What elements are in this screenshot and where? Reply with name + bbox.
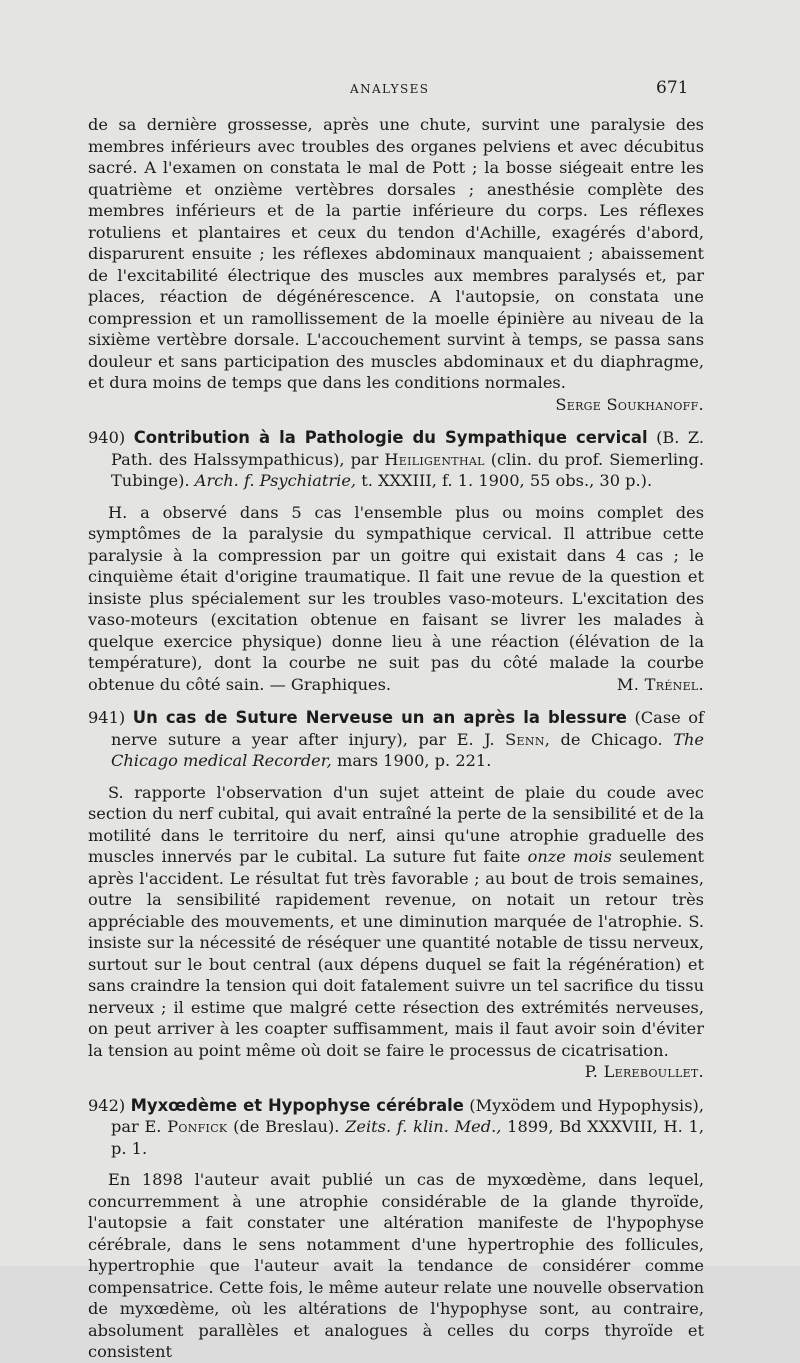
entry-941-text-b: seulement après l'accident. Le résultat fut très favorable ; au bout de trois semaines, outre la sensibilité rapidement revenue, on notait un retour très appréciable des mouvements, et une diminution marquée de l'atrophie. S. insiste sur la nécessité de réséquer une quantité notable de tissu nerveux, surtout sur le bout central (aux dépens duquel se fait la régénération) et sans craindre la tension qui doit fatalement suivre un tel sacrifice du tissu nerveux ; il estime que malgré cette résection des extrémités nerveuses, on peut arriver à les coapter suffisamment, mais il faut avoir soin d'éviter la tension au point même où doit se faire le processus de cicatrisation.	[88, 847, 705, 1060]
signature-lereboullet: P. Lereboullet.	[584, 1062, 704, 1081]
entry-940-title: Contribution à la Pathologie du Sympathique cervical	[133, 428, 648, 447]
entry-942	[88, 1095, 704, 1363]
entry-941-ref-a: (Case of nerve suture a year after injury), par E. J.	[111, 708, 704, 749]
entry-941-text-paragraph	[88, 782, 705, 1081]
signature-soukhanoff: Serge Soukhanoff.	[555, 394, 704, 414]
entry-942-text: En 1898 l'auteur avait publié un cas de myxœdème, dans lequel, concurremment à une atrophie considérable de la glande thyroïde, l'autopsie a fait constater une altération manifeste de l'hypophyse cérébrale, dans le sens notamment d'une hypertrophie des follicules, hypertrophie que l'auteur avait la tendance de considérer comme compensatrice. Cette fois, le même auteur relate une nouvelle observation de myxœdème, où les altérations de l'hypophyse sont, au contraire, absolument parallèles et analogues à celles du corps thyroïde et consistent	[88, 1170, 704, 1361]
entry-942-author: Ponfick	[167, 1117, 228, 1136]
entry-941-ref-c: mars 1900, p. 221.	[331, 751, 492, 770]
entry-942-heading	[88, 1095, 704, 1160]
entry-942-journal: Zeits. f. klin. Med.,	[345, 1117, 502, 1136]
entry-942-title: Myxœdème et Hypophyse cérébrale	[130, 1095, 464, 1115]
entry-940-ref-b: (clin. du prof. Siemerling. Tubinge).	[111, 449, 704, 490]
entry-941-title: Un cas de Suture Nerveuse un an après la blessure	[132, 708, 627, 727]
entry-940-author: Heiligenthal	[384, 449, 485, 469]
entry-941-ref-b: , de Chicago.	[544, 729, 674, 749]
entry-940-number: 940)	[88, 428, 126, 447]
entry-940-text-paragraph	[88, 502, 704, 696]
entry-941-heading	[88, 707, 704, 772]
entry-940-ref-a: (B. Z. Path. des Halssympathicus), par	[111, 428, 704, 469]
entry-941-journal: The Chicago medical Recorder,	[111, 729, 704, 770]
entry-942-number: 942)	[88, 1095, 126, 1115]
entry-940-ref-c: t. XXXIII, f. 1. 1900, 55 obs., 30 p.).	[356, 471, 653, 490]
page-number: 671	[656, 78, 689, 98]
entry-942-ref-b: (de Breslau).	[227, 1117, 346, 1136]
entry-941-text-a: S. rapporte l'observation d'un sujet atteint de plaie du coude avec section du nerf cubital, qui avait entraîné la perte de la sensibilité et de la motilité dans le territoire du nerf, ainsi qu'une atrophie graduelle des muscles innervés par le cubital. La suture fut faite	[88, 782, 704, 866]
entry-942-ref-c: 1899, Bd XXXVIII, H. 1, p. 1.	[111, 1117, 704, 1158]
page-header	[0, 78, 800, 102]
intro-paragraph	[88, 114, 704, 415]
signature-trenel: M. Trénel.	[616, 674, 704, 694]
entry-940	[88, 427, 704, 695]
running-head: ANALYSES	[350, 82, 430, 96]
entry-941-number: 941)	[88, 708, 126, 727]
entry-942-ref-a: (Myxödem und Hypophysis), par E.	[111, 1095, 704, 1136]
entry-940-journal: Arch. f. Psychiatrie,	[194, 471, 357, 490]
page-body	[88, 114, 704, 1363]
intro-text: de sa dernière grossesse, après une chute, survint une paralysie des membres inférieurs avec troubles des organes pelviens et avec décubitus sacré. A l'examen on constata le mal de Pott ; la bosse siégeait entre les quatrième et onzième vertèbres dorsales ; anesthésie complète des membres inférieurs et de la partie inférieure du corps. Les réflexes rotuliens et plantaires et ceux du tendon d'Achille, exagérés d'abord, disparurent ensuite ; les réflexes abdominaux manquaient ; abaissement de l'excitabilité électrique des muscles aux membres paralysés et, par places, réaction de dégénérescence. A l'autopsie, on constata une compression et un ramollissement de la moelle épinière au niveau de la sixième vertèbre dorsale. L'accouchement survint à temps, se passa sans douleur et sans participation des muscles abdominaux et du diaphragme, et dura moins de temps que dans les conditions normales.	[88, 115, 704, 392]
entry-941	[88, 707, 704, 1083]
entry-941-author: Senn	[505, 729, 545, 749]
entry-940-heading	[88, 427, 704, 492]
entry-941-text-italic: onze mois	[527, 847, 612, 866]
entry-940-text: H. a observé dans 5 cas l'ensemble plus ou moins complet des symptômes de la paralysie du sympathique cervical. Il attribue cette paralysie à la compression par un goitre qui existait dans 4 cas ; le cinquième était d'origine traumatique. Il fait une revue de la question et insiste plus spécialement sur les troubles vaso-moteurs. L'excitation des vaso-moteurs (excitation obtenue en faisant se livrer les malades à quelque exercice physique) donne lieu à une réaction (élévation de la température), dont la courbe ne suit pas du côté malade la courbe obtenue du côté sain. — Graphiques.	[88, 502, 704, 694]
